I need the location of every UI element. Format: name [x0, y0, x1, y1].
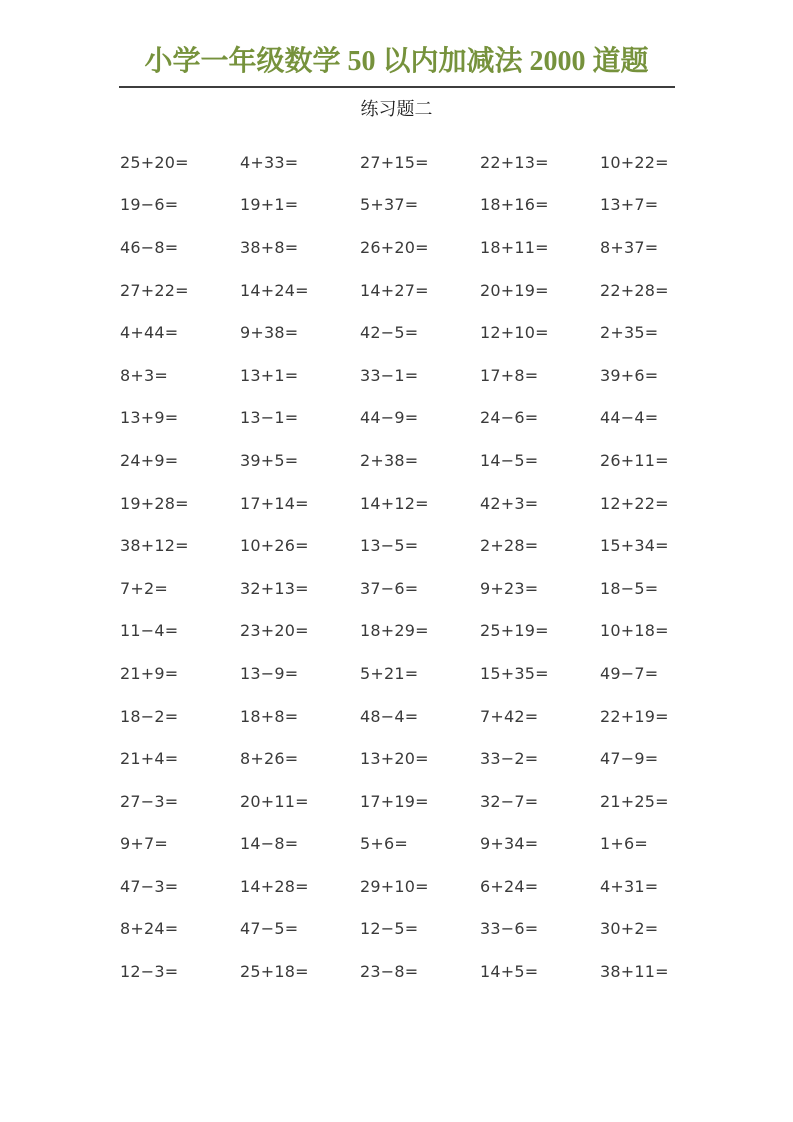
problem-cell: 5+6=	[360, 834, 408, 854]
problem-cell: 25+20=	[120, 152, 189, 172]
problem-cell: 13+9=	[120, 408, 179, 428]
problem-cell: 38+12=	[120, 536, 189, 556]
problem-cell: 13+1=	[240, 365, 299, 385]
problem-cell: 32+13=	[240, 578, 309, 598]
problem-cell: 6+24=	[480, 876, 539, 896]
problem-cell: 18−5=	[600, 578, 659, 598]
problem-cell: 10+26=	[240, 536, 309, 556]
problem-cell: 21+4=	[120, 749, 179, 769]
problem-cell: 4+33=	[240, 152, 299, 172]
problem-cell: 47−3=	[120, 876, 179, 896]
problem-cell: 26+20=	[360, 237, 429, 257]
problem-cell: 13−1=	[240, 408, 299, 428]
problem-cell: 38+11=	[600, 962, 669, 982]
problem-cell: 33−6=	[480, 919, 539, 939]
problem-cell: 44−4=	[600, 408, 659, 428]
problem-cell: 14+28=	[240, 876, 309, 896]
problem-cell: 15+34=	[600, 536, 669, 556]
problem-cell: 33−2=	[480, 749, 539, 769]
problem-cell: 13−9=	[240, 663, 299, 683]
problem-cell: 26+11=	[600, 450, 669, 470]
problem-cell: 22+13=	[480, 152, 549, 172]
problem-cell: 9+7=	[120, 834, 168, 854]
problem-cell: 12−3=	[120, 962, 179, 982]
problem-cell: 37−6=	[360, 578, 419, 598]
problem-cell: 44−9=	[360, 408, 419, 428]
problem-cell: 2+35=	[600, 323, 659, 343]
problem-cell: 2+28=	[480, 536, 539, 556]
problem-cell: 5+37=	[360, 195, 419, 215]
problem-cell: 14−5=	[480, 450, 539, 470]
problem-cell: 14−8=	[240, 834, 299, 854]
problem-cell: 47−5=	[240, 919, 299, 939]
problem-cell: 19−6=	[120, 195, 179, 215]
problem-cell: 13−5=	[360, 536, 419, 556]
problem-cell: 5+21=	[360, 663, 419, 683]
problem-cell: 18+8=	[240, 706, 299, 726]
problem-cell: 1+6=	[600, 834, 648, 854]
problem-cell: 17+19=	[360, 791, 429, 811]
problem-cell: 8+26=	[240, 749, 299, 769]
problem-cell: 25+18=	[240, 962, 309, 982]
page-subtitle: 练习题二	[360, 99, 433, 120]
problem-cell: 22+28=	[600, 280, 669, 300]
problem-cell: 27+15=	[360, 152, 429, 172]
problem-cell: 21+25=	[600, 791, 669, 811]
problem-cell: 29+10=	[360, 876, 429, 896]
problem-cell: 13+7=	[600, 195, 659, 215]
problem-cell: 12+10=	[480, 323, 549, 343]
problem-cell: 18+11=	[480, 237, 549, 257]
problem-cell: 18+29=	[360, 621, 429, 641]
problem-cell: 48−4=	[360, 706, 419, 726]
problem-cell: 20+11=	[240, 791, 309, 811]
problem-cell: 9+38=	[240, 323, 299, 343]
problem-cell: 17+14=	[240, 493, 309, 513]
problem-cell: 8+24=	[120, 919, 179, 939]
problem-cell: 12−5=	[360, 919, 419, 939]
problem-cell: 46−8=	[120, 237, 179, 257]
problem-cell: 22+19=	[600, 706, 669, 726]
problem-cell: 23+20=	[240, 621, 309, 641]
problem-cell: 20+19=	[480, 280, 549, 300]
problem-cell: 27−3=	[120, 791, 179, 811]
problem-cell: 24+9=	[120, 450, 179, 470]
problem-cell: 17+8=	[480, 365, 539, 385]
problem-cell: 4+44=	[120, 323, 179, 343]
problem-cell: 14+24=	[240, 280, 309, 300]
problem-cell: 19+1=	[240, 195, 299, 215]
problem-cell: 10+22=	[600, 152, 669, 172]
page-title: 小学一年级数学 50 以内加减法 2000 道题	[144, 46, 649, 77]
problem-cell: 8+3=	[120, 365, 168, 385]
problem-cell: 15+35=	[480, 663, 549, 683]
problem-cell: 47−9=	[600, 749, 659, 769]
problem-cell: 23−8=	[360, 962, 419, 982]
problem-cell: 11−4=	[120, 621, 179, 641]
problem-cell: 30+2=	[600, 919, 659, 939]
worksheet-header	[119, 0, 675, 88]
problem-cell: 49−7=	[600, 663, 659, 683]
problem-cell: 33−1=	[360, 365, 419, 385]
problem-cell: 42+3=	[480, 493, 539, 513]
problem-cell: 39+6=	[600, 365, 659, 385]
problem-cell: 8+37=	[600, 237, 659, 257]
problem-cell: 7+42=	[480, 706, 539, 726]
problem-cell: 27+22=	[120, 280, 189, 300]
problem-cell: 25+19=	[480, 621, 549, 641]
problem-cell: 12+22=	[600, 493, 669, 513]
problem-cell: 4+31=	[600, 876, 659, 896]
problem-cell: 18−2=	[120, 706, 179, 726]
problem-cell: 32−7=	[480, 791, 539, 811]
problem-cell: 7+2=	[120, 578, 168, 598]
problem-cell: 42−5=	[360, 323, 419, 343]
problem-cell: 10+18=	[600, 621, 669, 641]
problem-cell: 13+20=	[360, 749, 429, 769]
problem-cell: 2+38=	[360, 450, 419, 470]
problem-cell: 14+5=	[480, 962, 539, 982]
problems-grid	[120, 141, 720, 993]
problem-cell: 18+16=	[480, 195, 549, 215]
problem-cell: 9+23=	[480, 578, 539, 598]
problem-cell: 9+34=	[480, 834, 539, 854]
problem-cell: 19+28=	[120, 493, 189, 513]
problem-cell: 14+12=	[360, 493, 429, 513]
problem-cell: 39+5=	[240, 450, 299, 470]
problem-cell: 14+27=	[360, 280, 429, 300]
problem-cell: 38+8=	[240, 237, 299, 257]
problem-cell: 24−6=	[480, 408, 539, 428]
problem-cell: 21+9=	[120, 663, 179, 683]
